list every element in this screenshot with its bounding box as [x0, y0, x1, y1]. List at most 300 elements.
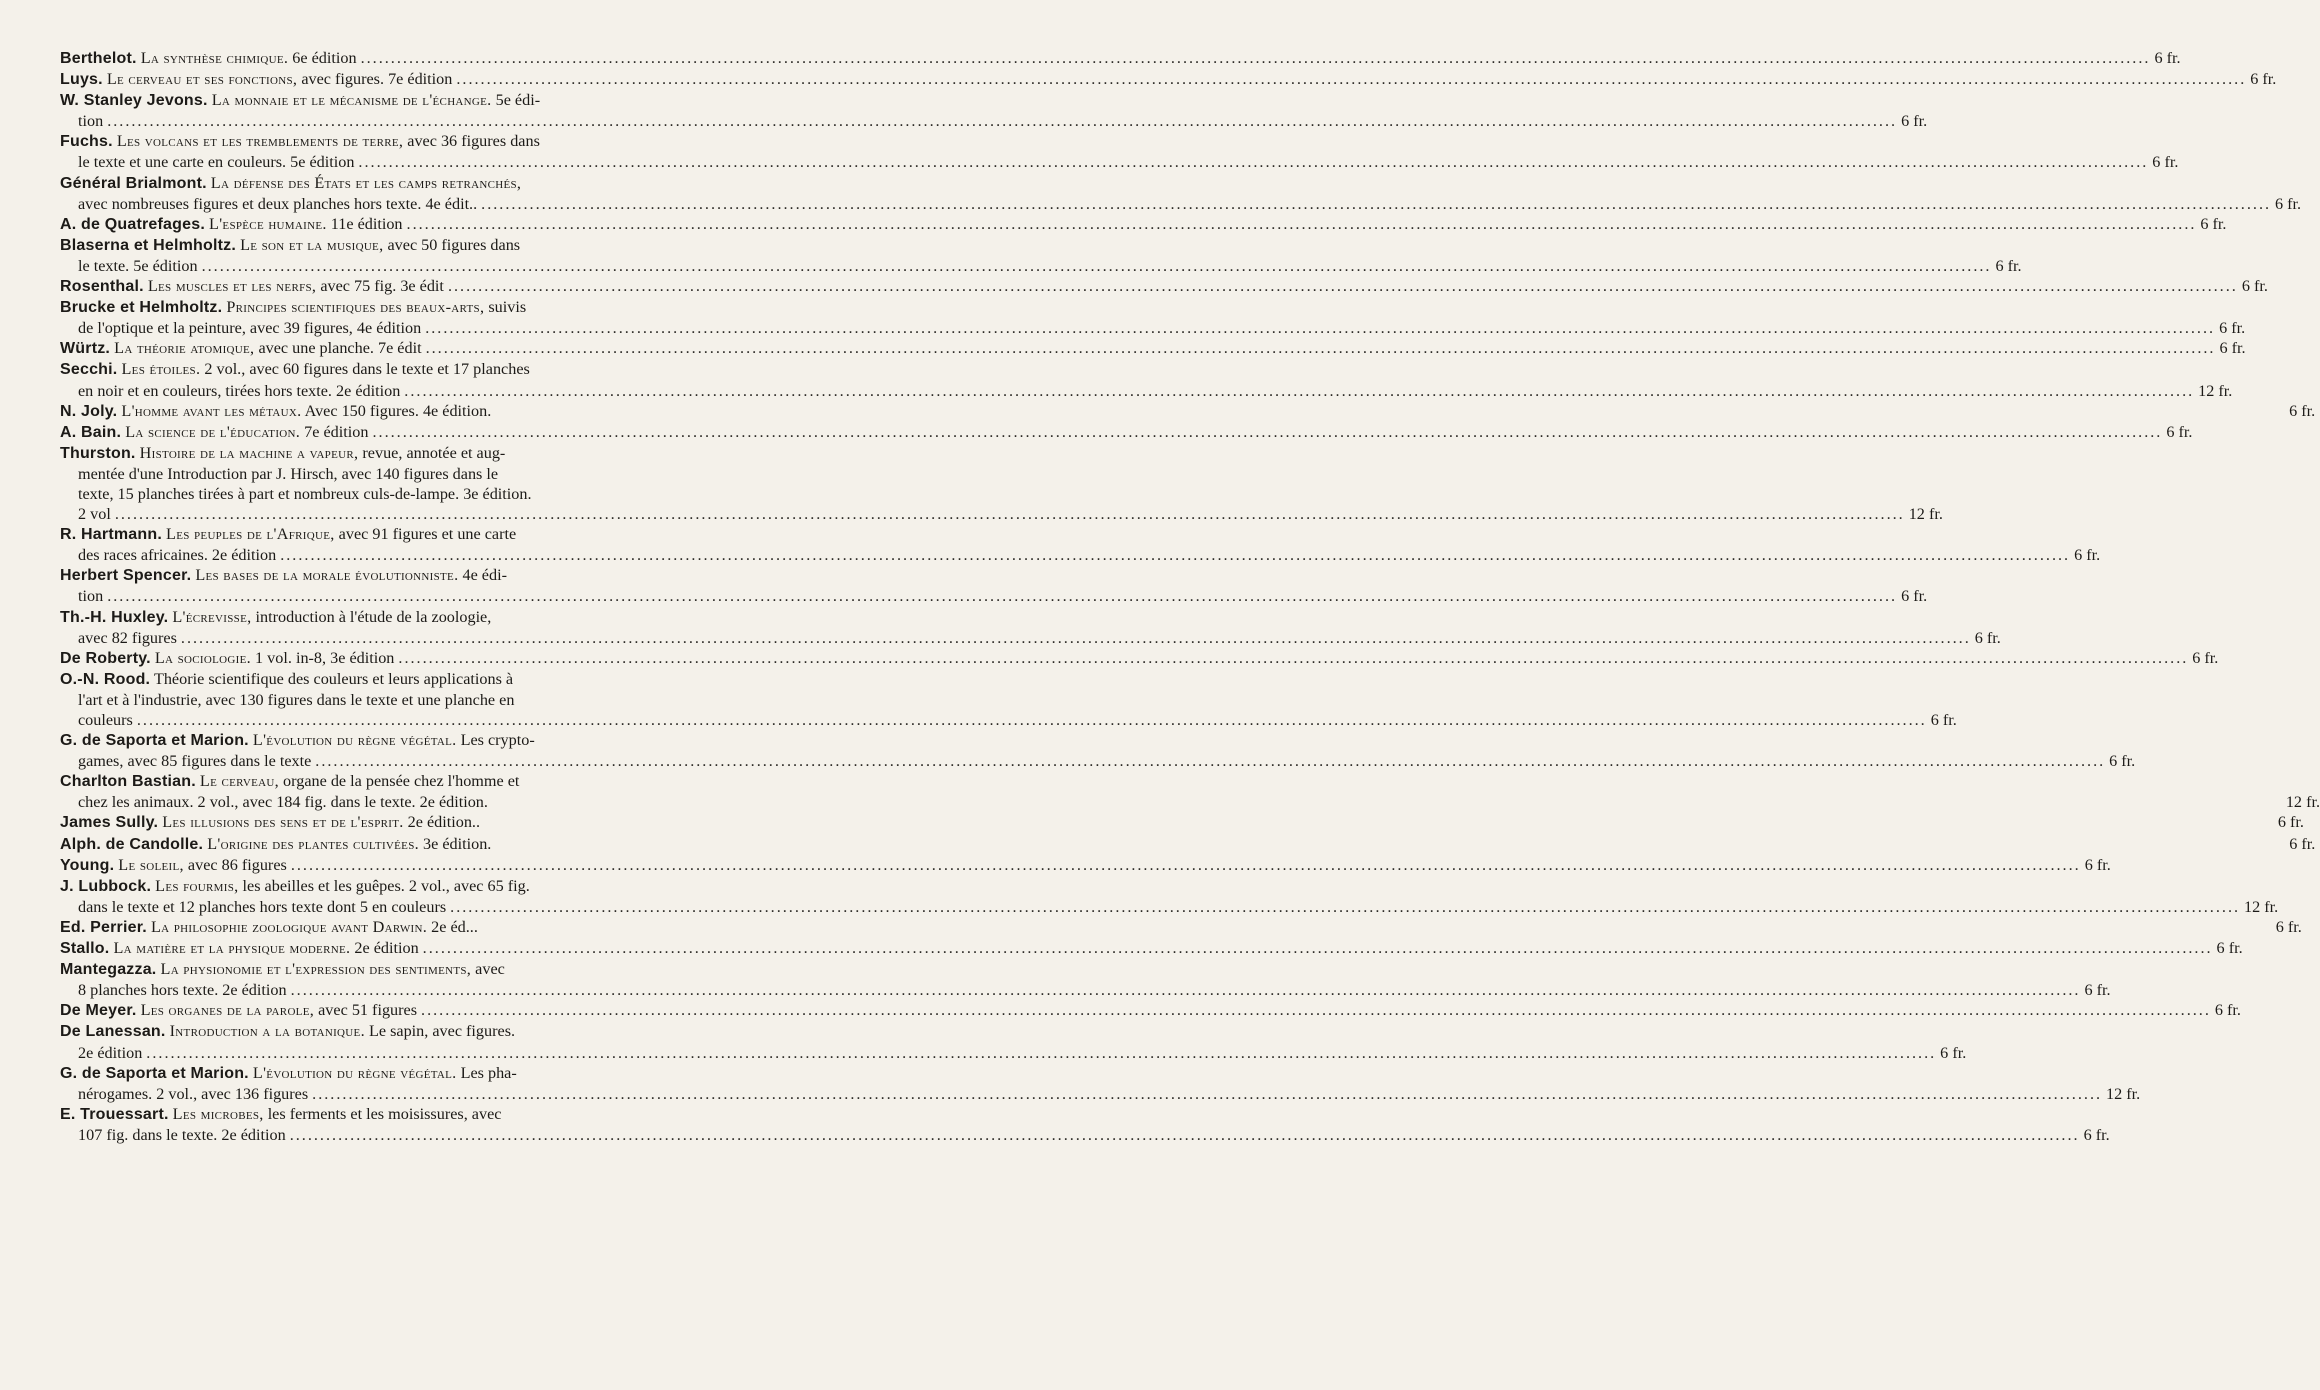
entry-line	[60, 1063, 765, 1084]
price: 6 fr.	[1940, 1043, 1967, 1062]
author-name: De Meyer.	[60, 1002, 137, 1020]
dot-leader	[398, 649, 2188, 667]
entry-line	[60, 1043, 1967, 1063]
title-text: des races africaines. 2e édition	[78, 546, 277, 565]
price: 6 fr.	[2166, 422, 2193, 441]
title-smallcaps: Les fourmis,	[155, 876, 239, 895]
entry-line	[60, 648, 2219, 669]
price: 6 fr.	[1901, 587, 1928, 606]
author-name: Th.-H. Huxley.	[60, 608, 169, 626]
author-name: G. de Saporta et Marion.	[60, 732, 249, 750]
entry-text	[78, 153, 354, 171]
title-text: Les fourmis, les abeilles et les guêpes. 2 vol., avec 65 fig.	[155, 876, 530, 895]
title-smallcaps: L'écrevisse,	[172, 607, 252, 626]
author-name: Young.	[60, 856, 115, 874]
entry-text	[78, 587, 103, 605]
entry-text	[78, 382, 400, 400]
catalog-entry	[60, 276, 2268, 297]
author-name: A. de Quatrefages.	[60, 215, 205, 233]
title-text: Les microbes, les ferments et les moisissures, avec	[172, 1104, 502, 1123]
title-text: couleurs	[78, 711, 133, 729]
price: 6 fr.	[2084, 855, 2111, 874]
dot-leader	[404, 382, 2194, 400]
entry-text	[78, 629, 177, 647]
catalog-entry	[60, 297, 2246, 338]
entry-text	[78, 898, 446, 916]
entry-text	[60, 813, 480, 831]
price: 6 fr.	[2275, 917, 2302, 936]
title-smallcaps: L'évolution du règne végétal.	[252, 731, 457, 750]
price: 6 fr.	[2214, 1001, 2241, 1020]
title-smallcaps: L'espèce humaine.	[209, 214, 327, 233]
author-name: N. Joly.	[60, 402, 118, 420]
entry-line	[60, 710, 1957, 730]
dot-leader	[448, 277, 2238, 295]
catalog-entry	[60, 834, 2316, 855]
title-smallcaps: Les étoiles.	[121, 360, 201, 379]
title-text: games, avec 85 figures dans le texte	[78, 752, 312, 771]
entry-text	[60, 215, 403, 233]
entry-text	[60, 856, 287, 874]
price: 6 fr.	[2200, 214, 2227, 233]
title-smallcaps: L'origine des plantes cultivées.	[207, 834, 419, 853]
title-text: La théorie atomique, avec une planche. 7e édit	[114, 339, 422, 358]
price: 12 fr.	[2244, 897, 2279, 916]
title-smallcaps: La défense des États et les camps retranchés,	[210, 173, 522, 192]
author-name: Würtz.	[60, 340, 111, 358]
entry-text	[78, 752, 311, 770]
dot-leader	[421, 1001, 2211, 1019]
author-name: Berthelot.	[60, 50, 137, 67]
entry-text	[78, 981, 287, 999]
entry-text	[60, 298, 526, 316]
title-text: avec nombreuses figures et deux planches hors texte. 4e édit..	[78, 194, 478, 213]
author-name: Stallo.	[60, 940, 110, 958]
dot-leader	[202, 257, 1992, 275]
catalog-entry	[60, 235, 2022, 276]
dot-leader	[456, 70, 2246, 88]
author-name: Rosenthal.	[60, 278, 144, 296]
title-text: L'évolution du règne végétal. Les crypto-	[252, 731, 535, 750]
entry-line	[60, 111, 1928, 131]
title-text: Histoire de la machine a vapeur, revue, annotée et aug-	[139, 443, 506, 462]
author-name: J. Lubbock.	[60, 877, 152, 895]
price: 6 fr.	[2192, 648, 2219, 667]
title-smallcaps: La sociologie.	[154, 648, 251, 667]
entry-text	[78, 505, 111, 523]
entry-text	[60, 1105, 501, 1123]
entry-line	[60, 173, 765, 194]
entry-line	[60, 131, 765, 152]
author-name: Général Brialmont.	[60, 174, 207, 192]
entry-line	[60, 152, 2179, 172]
price: 6 fr.	[2289, 401, 2316, 420]
entry-text	[60, 91, 540, 109]
price: 6 fr.	[1974, 628, 2001, 647]
entry-text	[60, 772, 519, 790]
entry-line	[60, 792, 2320, 812]
catalog-entry	[60, 443, 1943, 524]
title-text: 2e édition	[78, 1043, 143, 1062]
price: 6 fr.	[2241, 277, 2268, 296]
price: 6 fr.	[2277, 813, 2304, 832]
entry-line	[60, 897, 2279, 917]
catalog-entry	[60, 917, 2302, 938]
entry-text	[60, 423, 368, 441]
title-text: La synthèse chimique. 6e édition	[140, 49, 357, 67]
catalog-entry	[60, 1063, 2141, 1104]
entry-text	[60, 132, 540, 150]
author-name: Secchi.	[60, 361, 118, 379]
title-smallcaps: L'homme avant les métaux.	[121, 401, 302, 420]
title-text: 2 vol	[78, 505, 111, 524]
author-name: Luys.	[60, 71, 103, 89]
entry-line	[60, 980, 2111, 1000]
entry-text	[78, 257, 198, 275]
entry-line	[60, 628, 2001, 648]
entry-text	[60, 49, 357, 67]
price: 6 fr.	[2289, 834, 2316, 853]
entry-line	[60, 504, 1943, 524]
entry-text	[60, 877, 530, 895]
title-text: Les organes de la parole, avec 51 figures	[140, 1001, 418, 1020]
price: 6 fr.	[1930, 711, 1957, 729]
price: 12 fr.	[2106, 1084, 2141, 1103]
title-text: La philosophie zoologique avant Darwin. 2e éd...	[150, 917, 478, 936]
entry-line	[60, 1000, 2241, 1021]
author-name: De Lanessan.	[60, 1023, 166, 1041]
catalog-entry	[60, 401, 2316, 422]
catalog-entry	[60, 730, 2136, 771]
catalog-entry	[60, 1104, 2110, 1145]
title-text: en noir et en couleurs, tirées hors texte. 2e édition	[78, 381, 401, 400]
title-smallcaps: La philosophie zoologique avant Darwin.	[150, 917, 428, 936]
title-smallcaps: L'évolution du règne végétal.	[252, 1063, 457, 1082]
catalog-entry	[60, 1021, 1967, 1062]
title-text: Théorie scientifique des couleurs et leurs applications à	[153, 669, 514, 688]
title-text: Les étoiles. 2 vol., avec 60 figures dans le texte et 17 planches	[121, 360, 530, 379]
title-text: le texte. 5e édition	[78, 256, 198, 275]
entry-line	[60, 669, 765, 690]
entry-text	[78, 1044, 142, 1062]
catalog-entry	[60, 938, 2243, 959]
entry-text	[78, 465, 498, 483]
title-smallcaps: Le cerveau,	[199, 772, 279, 791]
price: 6 fr.	[2250, 70, 2277, 89]
title-text: Le son et la musique, avec 50 figures dans	[240, 235, 521, 254]
entry-line	[60, 607, 765, 628]
entry-line	[60, 690, 765, 710]
entry-line	[60, 235, 765, 256]
title-text: chez les animaux. 2 vol., avec 184 fig. dans le texte. 2e édition.	[78, 793, 488, 812]
dot-leader	[312, 1085, 2102, 1103]
dot-leader	[358, 153, 2148, 171]
price: 6 fr.	[2216, 939, 2243, 958]
entry-line	[60, 876, 765, 897]
author-name: Charlton Bastian.	[60, 773, 196, 791]
author-name: Ed. Perrier.	[60, 918, 147, 936]
entry-line	[60, 422, 2193, 443]
dot-leader	[146, 1044, 1936, 1062]
entry-line	[60, 401, 2316, 422]
author-name: W. Stanley Jevons.	[60, 92, 208, 110]
entry-line	[60, 855, 2111, 876]
catalog-entry	[60, 131, 2179, 172]
entry-text	[60, 402, 491, 420]
title-text: l'art et à l'industrie, avec 130 figures dans le texte et une planche en	[78, 690, 515, 709]
dot-leader	[361, 49, 2151, 67]
dot-leader	[372, 423, 2162, 441]
entry-text	[60, 670, 513, 688]
dot-leader	[107, 587, 1897, 605]
title-text: 107 fig. dans le texte. 2e édition	[78, 1125, 286, 1144]
title-text: avec 82 figures	[78, 628, 177, 647]
catalog-entry	[60, 69, 2277, 90]
author-name: Alph. de Candolle.	[60, 835, 204, 853]
price: 6 fr.	[2083, 1125, 2110, 1144]
entry-line	[60, 359, 765, 380]
entry-line	[60, 771, 765, 792]
entry-line	[60, 69, 2277, 90]
entry-line	[60, 834, 2316, 855]
title-text: Principes scientifiques des beaux-arts, suivis	[226, 298, 527, 317]
entry-line	[60, 297, 765, 318]
title-smallcaps: Les peuples de l'Afrique,	[166, 525, 335, 544]
title-text: Les bases de la morale évolutionniste. 4e édi-	[195, 566, 507, 585]
price: 6 fr.	[1995, 256, 2022, 275]
title-smallcaps: La monnaie et le mécanisme de l'échange.	[211, 91, 492, 110]
author-name: Mantegazza.	[60, 961, 157, 979]
title-text: L'espèce humaine. 11e édition	[209, 214, 403, 233]
entry-line	[60, 318, 2246, 338]
dot-leader	[425, 319, 2215, 337]
catalog-entry	[60, 959, 2111, 1000]
catalog-entry	[60, 48, 2181, 69]
catalog-entry	[60, 607, 2001, 648]
entry-line	[60, 443, 765, 464]
entry-text	[60, 731, 535, 749]
title-text: L'homme avant les métaux. Avec 150 figures. 4e édition.	[121, 401, 492, 420]
title-smallcaps: Les volcans et les tremblements de terre,	[116, 132, 404, 151]
title-smallcaps: Les microbes,	[172, 1104, 264, 1123]
title-text: L'écrevisse, introduction à l'étude de la zoologie,	[172, 607, 492, 626]
entry-line	[60, 194, 2302, 214]
entry-line	[60, 524, 765, 545]
title-text: La matière et la physique moderne. 2e édition	[113, 939, 419, 958]
title-text: tion	[78, 587, 104, 606]
entry-text	[60, 339, 422, 357]
entry-text	[60, 918, 478, 936]
title-smallcaps: La physionomie et l'expression des sentiments,	[160, 960, 472, 979]
entry-text	[60, 360, 530, 378]
title-smallcaps: Les illusions des sens et de l'esprit.	[162, 813, 404, 832]
entry-line	[60, 381, 2233, 401]
title-smallcaps: La synthèse chimique.	[140, 49, 289, 67]
author-name: Brucke et Helmholtz.	[60, 299, 223, 317]
price: 6 fr.	[2154, 49, 2181, 67]
catalog-entry	[60, 771, 2320, 812]
entry-text	[60, 649, 394, 667]
catalog-entry	[60, 422, 2193, 443]
price: 6 fr.	[2109, 752, 2136, 771]
entry-line	[60, 565, 765, 586]
price: 6 fr.	[2084, 981, 2111, 1000]
dot-leader	[407, 215, 2197, 233]
entry-line	[60, 917, 2302, 938]
entry-line	[60, 1125, 2110, 1145]
entry-line	[60, 90, 765, 111]
title-text: Le cerveau et ses fonctions, avec figures. 7e édition	[106, 70, 453, 89]
author-name: E. Trouessart.	[60, 1105, 169, 1123]
entry-line	[60, 48, 2181, 69]
catalog-entry	[60, 876, 2279, 917]
author-name: O.-N. Rood.	[60, 670, 151, 688]
entry-line	[60, 464, 765, 484]
title-smallcaps: La science de l'éducation.	[125, 422, 301, 441]
dot-leader	[137, 711, 1927, 729]
catalog-entry	[60, 359, 2233, 400]
entry-line	[60, 214, 2227, 235]
title-text: tion	[78, 112, 104, 131]
dot-leader	[315, 752, 2105, 770]
dot-leader	[423, 939, 2213, 957]
title-text: Les peuples de l'Afrique, avec 91 figures et une carte	[166, 525, 517, 544]
entry-line	[60, 1021, 765, 1042]
entry-text	[78, 319, 421, 337]
title-text	[211, 174, 521, 192]
title-text: La physionomie et l'expression des sentiments, avec	[160, 960, 505, 979]
entry-text	[60, 444, 505, 462]
catalog-entry	[60, 90, 1928, 131]
entry-line	[60, 751, 2136, 771]
title-smallcaps: Les bases de la morale évolutionniste.	[195, 566, 459, 585]
title-smallcaps: Les organes de la parole,	[140, 1001, 315, 1020]
title-text: dans le texte et 12 planches hors texte dont 5 en couleurs	[78, 897, 447, 916]
entry-text	[78, 691, 514, 709]
catalog-entry	[60, 338, 2246, 359]
price: 6 fr.	[2074, 546, 2101, 565]
catalog-entry	[60, 173, 2302, 214]
entry-text	[78, 546, 276, 564]
dot-leader	[280, 546, 2070, 564]
title-smallcaps: Le soleil,	[118, 855, 184, 874]
price: 6 fr.	[2275, 194, 2302, 213]
entry-text	[60, 1064, 517, 1082]
entry-line	[60, 276, 2268, 297]
author-name: James Sully.	[60, 814, 159, 832]
entry-line	[60, 959, 765, 980]
title-text: le texte et une carte en couleurs. 5e édition	[78, 153, 355, 172]
dot-leader	[290, 1126, 2080, 1144]
title-smallcaps: Principes scientifiques des beaux-arts,	[226, 298, 485, 317]
title-text: Le cerveau, organe de la pensée chez l'homme et	[199, 772, 520, 791]
title-text: texte, 15 planches tirées à part et nombreux culs-de-lampe. 3e édition.	[78, 484, 532, 503]
entry-text	[60, 1022, 515, 1040]
author-name: Blaserna et Helmholtz.	[60, 236, 237, 254]
entry-text	[60, 566, 507, 584]
title-smallcaps: Histoire de la machine a vapeur,	[139, 443, 359, 462]
title-text: Le soleil, avec 86 figures	[118, 855, 287, 874]
catalog-entry	[60, 648, 2219, 669]
entry-text	[78, 711, 133, 729]
entry-text	[60, 835, 491, 853]
author-name: A. Bain.	[60, 423, 122, 441]
dot-leader	[426, 339, 2216, 357]
entry-text	[60, 70, 452, 88]
entry-line	[60, 1104, 765, 1125]
entry-text	[60, 236, 520, 254]
title-text: nérogames. 2 vol., avec 136 figures	[78, 1084, 309, 1103]
title-text: Les muscles et les nerfs, avec 75 fig. 3e édit	[147, 277, 444, 296]
price: 12 fr.	[2198, 381, 2233, 400]
price: 12 fr.	[1908, 505, 1943, 524]
author-name: Herbert Spencer.	[60, 567, 192, 585]
author-name: G. de Saporta et Marion.	[60, 1064, 249, 1082]
dot-leader	[107, 112, 1897, 130]
dot-leader	[450, 898, 2240, 916]
title-text: Les illusions des sens et de l'esprit. 2e édition..	[162, 813, 481, 832]
entry-line	[60, 1084, 2141, 1104]
title-text: 8 planches hors texte. 2e édition	[78, 981, 287, 1000]
title-smallcaps: Introduction a la botanique.	[169, 1022, 365, 1041]
entry-line	[60, 545, 2101, 565]
entry-text	[78, 485, 532, 503]
dot-leader	[291, 981, 2081, 999]
entry-text	[78, 112, 103, 130]
title-smallcaps: La théorie atomique,	[114, 339, 255, 358]
catalog-entry	[60, 669, 1957, 730]
title-text: de l'optique et la peinture, avec 39 figures, 4e édition	[78, 319, 422, 338]
catalog-entry	[60, 855, 2111, 876]
title-text: L'origine des plantes cultivées. 3e édition.	[207, 834, 492, 853]
title-text: L'évolution du règne végétal. Les pha-	[252, 1063, 517, 1082]
title-smallcaps: Les muscles et les nerfs,	[147, 277, 317, 296]
entry-line	[60, 938, 2243, 959]
dot-leader	[291, 856, 2081, 874]
author-name: De Roberty.	[60, 649, 151, 667]
entry-text	[78, 793, 488, 811]
price: 6 fr.	[2219, 319, 2246, 338]
title-text: La monnaie et le mécanisme de l'échange. 5e édi-	[211, 91, 541, 110]
entry-text	[60, 174, 521, 192]
entry-text	[60, 939, 419, 957]
entry-text	[60, 525, 516, 543]
price: 6 fr.	[2152, 153, 2179, 172]
author-name: R. Hartmann.	[60, 526, 162, 544]
catalog-entry	[60, 214, 2227, 235]
catalog-entry	[60, 1000, 2241, 1021]
entry-line	[60, 586, 1928, 606]
title-smallcaps: La matière et la physique moderne.	[113, 939, 351, 958]
catalog-entry	[60, 565, 1928, 606]
entry-text	[60, 608, 491, 626]
entry-line	[60, 812, 2304, 833]
dot-leader	[481, 195, 2271, 213]
dot-leader	[115, 505, 1905, 523]
title-text: La sociologie. 1 vol. in-8, 3e édition	[154, 648, 395, 667]
price: 12 fr.	[2285, 793, 2320, 812]
dot-leader	[181, 629, 1971, 647]
author-name: Fuchs.	[60, 133, 113, 151]
catalog-list	[60, 48, 2320, 1145]
title-smallcaps: Le son et la musique,	[240, 235, 384, 254]
price: 6 fr.	[2219, 339, 2246, 358]
entry-text	[60, 1001, 417, 1019]
entry-text	[60, 960, 505, 978]
entry-text	[78, 1085, 308, 1103]
title-text: Introduction a la botanique. Le sapin, avec figures.	[169, 1022, 516, 1041]
entry-text	[78, 1126, 286, 1144]
